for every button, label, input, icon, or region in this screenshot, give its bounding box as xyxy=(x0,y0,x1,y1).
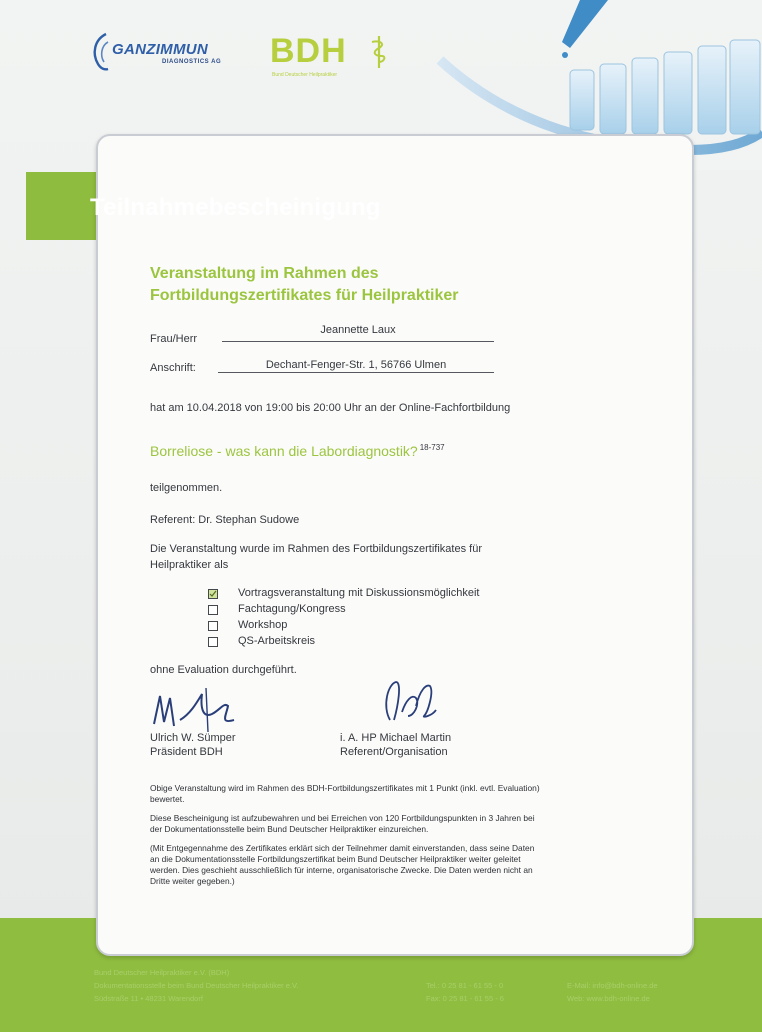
heading-line-2: Fortbildungszertifikates für Heilpraktiker xyxy=(150,287,459,304)
note-privacy-line: an die Dokumentationsstelle Fortbildungszertifikat beim Bund Deutscher Heilpraktiker weiter geleitet xyxy=(150,854,521,864)
referent-text: Referent: Dr. Stephan Sudowe xyxy=(150,514,300,526)
certificate-title: Teilnahmebescheinigung xyxy=(90,194,381,221)
footer-fax: Fax: 0 25 81 - 61 55 - 6 xyxy=(426,994,504,1003)
evaluation-text: ohne Evaluation durchgeführt. xyxy=(150,664,297,676)
bdh-logo-sub: Bund Deutscher Heilpraktiker xyxy=(272,72,338,78)
bdh-logo-name: BDH xyxy=(270,32,347,70)
ganzimmun-swirl-icon xyxy=(92,32,110,72)
event-topic-code: 18-737 xyxy=(419,443,445,452)
name-label: Frau/Herr xyxy=(150,333,198,345)
note-privacy-line: Dritte weiter gegeben.) xyxy=(150,876,235,886)
event-intro-line-1: Die Veranstaltung wurde im Rahmen des Fortbildungszertifikates für xyxy=(150,543,482,555)
footer-address-3: Südstraße 11 • 48231 Warendorf xyxy=(94,994,203,1003)
date-line: hat am 10.04.2018 von 19:00 bis 20:00 Uhr an der Online-Fachfortbildung xyxy=(150,402,511,414)
checkbox-fachtagung[interactable] xyxy=(208,605,218,615)
signatory-right-role: Referent/Organisation xyxy=(340,746,448,758)
ganzimmun-logo xyxy=(92,30,252,78)
caduceus-icon xyxy=(368,34,390,70)
event-intro-line-2: Heilpraktiker als xyxy=(150,559,229,571)
address-label: Anschrift: xyxy=(150,362,196,374)
name-underline xyxy=(222,341,494,342)
footer-web: Web: www.bdh-online.de xyxy=(567,994,650,1003)
note-submission-line: Diese Bescheinigung ist aufzubewahren und bei Erreichen von 120 Fortbildungspunkten in 3 Jahren bei xyxy=(150,813,535,823)
signatory-left-role: Präsident BDH xyxy=(150,746,223,758)
signature-right xyxy=(380,676,440,728)
event-type-label: Vortragsveranstaltung mit Diskussionsmöglichkeit xyxy=(238,587,480,599)
signatory-left-name: Ulrich W. Sümper xyxy=(150,732,236,744)
check-icon xyxy=(209,590,217,598)
note-submission xyxy=(150,813,650,835)
event-type-label: Workshop xyxy=(238,619,288,631)
event-type-label: Fachtagung/Kongress xyxy=(238,603,346,615)
note-privacy-line: (Mit Entgegennahme des Zertifikates erklärt sich der Teilnehmer damit einverstanden, dass seine Daten xyxy=(150,843,535,853)
note-submission-line: der Dokumentationsstelle beim Bund Deutscher Heilpraktiker einzureichen. xyxy=(150,824,429,834)
signatory-right-name: i. A. HP Michael Martin xyxy=(340,732,452,744)
name-value: Jeannette Laux xyxy=(320,324,396,336)
footer-address-1: Bund Deutscher Heilpraktiker e.V. (BDH) xyxy=(94,968,230,977)
footer-address-2: Dokumentationsstelle beim Bund Deutscher Heilpraktiker e.V. xyxy=(94,981,299,990)
signature-left xyxy=(150,684,240,734)
footer-tel: Tel.: 0 25 81 - 61 55 - 0 xyxy=(426,981,504,990)
checkbox-workshop[interactable] xyxy=(208,621,218,631)
title-bar xyxy=(70,186,472,234)
bdh-logo xyxy=(270,30,400,80)
event-type-label: QS-Arbeitskreis xyxy=(238,635,316,647)
event-topic-title: Borreliose - was kann die Labordiagnostik? xyxy=(150,443,418,459)
checkbox-qs-arbeitskreis[interactable] xyxy=(208,637,218,647)
participated-text: teilgenommen. xyxy=(150,482,223,494)
footer-email: E-Mail: info@bdh-online.de xyxy=(567,981,658,990)
event-topic xyxy=(150,443,445,459)
heading-line-1: Veranstaltung im Rahmen des xyxy=(150,265,379,282)
ganzimmun-logo-sub: DIAGNOSTICS AG xyxy=(162,59,222,65)
note-points-line: bewertet. xyxy=(150,794,185,804)
address-value: Dechant-Fenger-Str. 1, 56766 Ulmen xyxy=(265,359,447,371)
checkbox-vortrag[interactable] xyxy=(208,589,218,599)
note-privacy-line: werden. Dies geschieht ausschließlich für interne, organisatorische Zwecke. Die Daten werden nicht an xyxy=(150,865,533,875)
note-points-line: Obige Veranstaltung wird im Rahmen des BDH-Fortbildungszertifikates mit 1 Punkt (inkl. evtl. Evaluation) xyxy=(150,783,540,793)
address-underline xyxy=(218,372,494,373)
ganzimmun-logo-name: GANZIMMUN xyxy=(112,41,209,58)
note-data-privacy xyxy=(150,843,650,887)
note-points xyxy=(150,783,650,805)
